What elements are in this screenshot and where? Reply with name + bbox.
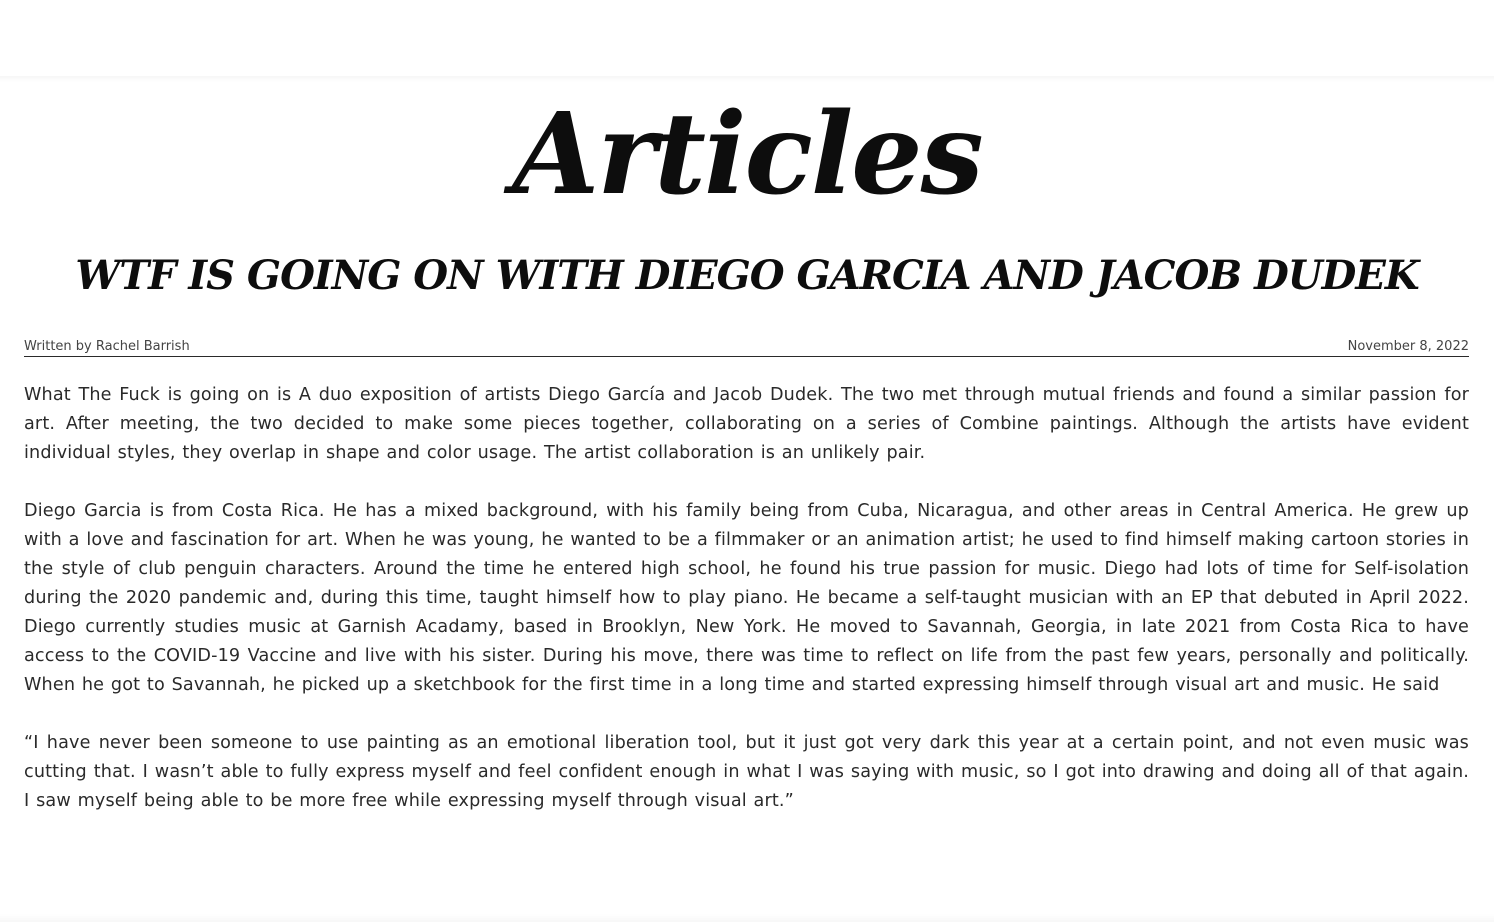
article-paragraph: Diego Garcia is from Costa Rica. He has a mixed background, with his family being from Cuba, Nicaragua, and other areas in Central America. He grew up with a love and fascination for art. When he was young, he wanted to be a filmmaker or an animation artist; he used to find himself making cartoon stories in the style of club penguin characters. Around the time he entered high school, he found his true passion for music. Diego had lots of time for Self-isolation during the 2020 pandemic and, during this time, taught himself how to play piano. He became a self-taught musician with an EP that debuted in April 2022. Diego currently studies music at Garnish Acadamy, based in Brooklyn, New York. He moved to Savannah, Georgia, in late 2021 from Costa Rica to have access to the COVID-19 Vaccine and live with his sister. During his move, there was time to reflect on life from the past few years, personally and politically. When he got to Savannah, he picked up a sketchbook for the first time in a long time and started expressing himself through visual art and music. He said	[24, 501, 1469, 695]
article-body	[24, 381, 1469, 845]
article-headline: WTF IS GOING ON WITH DIEGO GARCIA AND JACOB DUDEK	[75, 252, 1419, 299]
publish-date: November 8, 2022	[1347, 338, 1469, 354]
author-byline: Written by Rachel Barrish	[24, 338, 190, 354]
byline-row	[24, 336, 1469, 357]
article-quote-paragraph: “I have never been someone to use painting as an emotional liberation tool, but it just got very dark this year at a certain point, and not even music was cutting that. I wasn’t able to fully express myself and feel confident enough in what I was saying with music, so I got into drawing and doing all of that again. I saw myself being able to be more free while expressing myself through visual art.”	[24, 733, 1469, 811]
article-paragraph: What The Fuck is going on is A duo exposition of artists Diego García and Jacob Dudek. The two met through mutual friends and found a similar passion for art. After meeting, the two decided to make some pieces together, collaborating on a series of Combine paintings. Although the artists have evident individual styles, they overlap in shape and color usage. The artist collaboration is an unlikely pair.	[24, 385, 1469, 463]
page-title: Articles	[512, 89, 982, 220]
footer-shadow	[0, 914, 1494, 922]
top-header-bar	[0, 0, 1494, 76]
